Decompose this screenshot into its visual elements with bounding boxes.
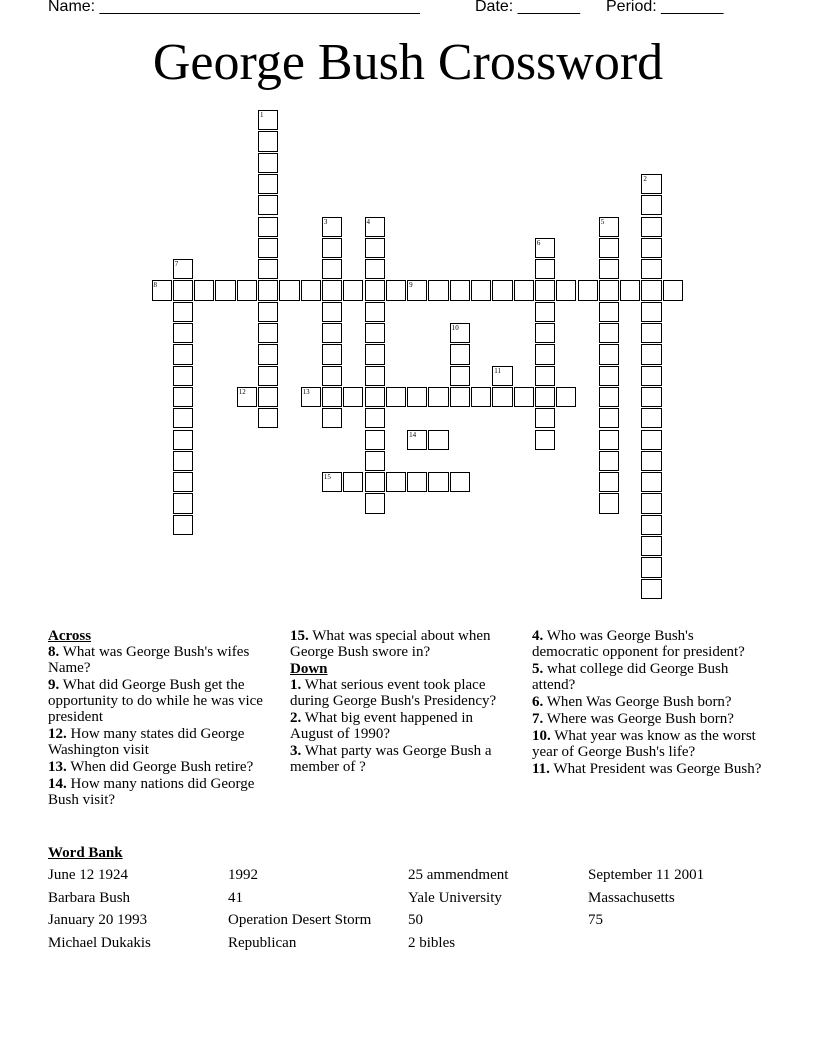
- clue-number: 1.: [290, 677, 302, 693]
- grid-cell[interactable]: [365, 408, 385, 428]
- grid-cell[interactable]: [322, 217, 342, 237]
- clue-number: 5.: [532, 661, 544, 677]
- clue: [290, 743, 515, 775]
- clue-number: 10.: [532, 728, 551, 744]
- word-bank-item: 41: [228, 889, 243, 906]
- grid-cell[interactable]: [258, 174, 278, 194]
- word-bank-item: June 12 1924: [48, 867, 128, 883]
- clue: [48, 776, 273, 808]
- grid-cell[interactable]: [322, 238, 342, 258]
- grid-cell[interactable]: [258, 408, 278, 428]
- clue: [290, 628, 515, 660]
- grid-cell[interactable]: [641, 195, 661, 215]
- clue: [48, 726, 273, 758]
- clue-text: When Was George Bush born?: [543, 694, 732, 710]
- clues-column-2: [290, 628, 515, 776]
- clue-text: How many states did George Washington visit: [48, 726, 245, 758]
- grid-cell[interactable]: [535, 280, 555, 300]
- grid-cell[interactable]: [641, 280, 661, 300]
- word-bank-item: 2 bibles: [408, 935, 456, 952]
- grid-cell[interactable]: [173, 387, 193, 407]
- grid-cell[interactable]: [322, 387, 342, 407]
- grid-cell[interactable]: [471, 280, 491, 300]
- clue: [532, 661, 764, 693]
- clue-text: Where was George Bush born?: [543, 711, 734, 727]
- grid-cell[interactable]: [322, 344, 342, 364]
- clue-number: 9: [409, 281, 413, 290]
- grid-cell[interactable]: [407, 280, 427, 300]
- grid-cell[interactable]: [641, 430, 661, 450]
- grid-cell[interactable]: [641, 323, 661, 343]
- grid-cell[interactable]: [450, 387, 470, 407]
- clue-number: 10: [451, 324, 459, 332]
- clue: [48, 677, 273, 725]
- clue-text: What party was George Bush a member of ?: [290, 743, 492, 775]
- grid-cell[interactable]: [258, 195, 278, 215]
- grid-cell[interactable]: [599, 344, 619, 364]
- grid-cell[interactable]: [641, 238, 661, 258]
- grid-cell[interactable]: [386, 387, 406, 407]
- clue-number: 13: [302, 387, 310, 396]
- clue: [532, 761, 764, 777]
- grid-cell[interactable]: [428, 280, 448, 300]
- clue-text: What was George Bush's wifes Name?: [48, 644, 250, 676]
- clue-number: 1: [260, 111, 264, 119]
- grid-cell[interactable]: [641, 493, 661, 513]
- clue-number: 4: [366, 217, 370, 226]
- grid-cell[interactable]: [535, 430, 555, 450]
- grid-cell[interactable]: [492, 387, 512, 407]
- grid-cell[interactable]: [365, 366, 385, 386]
- grid-cell[interactable]: [450, 472, 470, 492]
- grid-cell[interactable]: [386, 280, 406, 300]
- grid-cell[interactable]: [365, 217, 385, 237]
- grid-cell[interactable]: [663, 280, 683, 300]
- clue-text: When did George Bush retire?: [66, 759, 254, 775]
- clues-column-1: [48, 628, 273, 809]
- clue-text: What big event happened in August of 1990?: [290, 710, 474, 742]
- grid-cell[interactable]: [599, 366, 619, 386]
- grid-cell[interactable]: [599, 472, 619, 492]
- clue: [532, 728, 764, 760]
- grid-cell[interactable]: [173, 366, 193, 386]
- grid-cell[interactable]: [428, 387, 448, 407]
- grid-cell[interactable]: [322, 259, 342, 279]
- grid-cell[interactable]: [407, 387, 427, 407]
- grid-cell[interactable]: [407, 472, 427, 492]
- grid-cell[interactable]: [237, 387, 257, 407]
- grid-cell[interactable]: [641, 387, 661, 407]
- grid-cell[interactable]: [535, 387, 555, 407]
- grid-cell[interactable]: [535, 344, 555, 364]
- clue-number: 5: [600, 217, 605, 226]
- grid-cell[interactable]: [641, 536, 661, 556]
- grid-cell[interactable]: [365, 238, 385, 258]
- grid-cell[interactable]: [279, 280, 299, 300]
- grid-cell[interactable]: [641, 451, 661, 471]
- grid-cell[interactable]: [535, 238, 555, 258]
- grid-cell[interactable]: [599, 238, 619, 258]
- grid-cell[interactable]: [450, 323, 470, 343]
- grid-cell[interactable]: [641, 408, 661, 428]
- grid-cell[interactable]: [258, 344, 278, 364]
- grid-cell[interactable]: [599, 408, 619, 428]
- grid-cell[interactable]: [407, 430, 427, 450]
- clue-number: 9.: [48, 677, 60, 693]
- grid-cell[interactable]: [492, 280, 512, 300]
- grid-cell[interactable]: [641, 344, 661, 364]
- grid-cell[interactable]: [471, 387, 491, 407]
- grid-cell[interactable]: [599, 280, 619, 300]
- grid-cell[interactable]: [535, 366, 555, 386]
- clue-number: 12: [238, 387, 246, 396]
- grid-cell[interactable]: [301, 387, 321, 407]
- grid-cell[interactable]: [258, 131, 278, 151]
- grid-cell[interactable]: [535, 302, 555, 322]
- grid-cell[interactable]: [365, 430, 385, 450]
- clue: [48, 644, 273, 676]
- grid-cell[interactable]: [599, 302, 619, 322]
- clue-number: 6: [536, 238, 541, 247]
- word-bank-item: Yale University: [408, 889, 502, 906]
- grid-cell[interactable]: [641, 302, 661, 322]
- grid-cell[interactable]: [173, 472, 193, 492]
- grid-cell[interactable]: [173, 451, 193, 471]
- clue-number: 6.: [532, 694, 544, 710]
- name-field[interactable]: Name: ____________________________________: [48, 0, 420, 15]
- grid-cell[interactable]: [301, 280, 321, 300]
- word-bank-item: January 20 1993: [48, 912, 148, 929]
- grid-cell[interactable]: [599, 493, 619, 513]
- grid-cell[interactable]: [258, 280, 278, 300]
- grid-cell[interactable]: [620, 280, 640, 300]
- date-field[interactable]: Date: _______: [475, 0, 580, 15]
- clue-number: 2.: [290, 710, 302, 726]
- grid-cell[interactable]: [599, 259, 619, 279]
- clue-number: 3: [323, 217, 328, 226]
- grid-cell[interactable]: [450, 280, 470, 300]
- grid-cell[interactable]: [641, 515, 661, 535]
- grid-cell[interactable]: [365, 302, 385, 322]
- clue-number: 8.: [48, 644, 60, 660]
- word-bank-item: Operation Desert Storm: [228, 912, 372, 929]
- clue-number: 4.: [532, 628, 544, 644]
- grid-cell[interactable]: [599, 451, 619, 471]
- down-heading: Down: [290, 661, 328, 677]
- clue: [48, 759, 273, 775]
- grid-cell[interactable]: [365, 344, 385, 364]
- grid-cell[interactable]: [258, 153, 278, 173]
- grid-cell[interactable]: [322, 302, 342, 322]
- grid-cell[interactable]: [343, 280, 363, 300]
- clue-number: 14: [409, 430, 417, 439]
- clue: [532, 628, 764, 660]
- word-bank-item: Massachusetts: [588, 889, 675, 906]
- clue-text: What year was know as the worst year of George Bush's life?: [532, 728, 756, 760]
- grid-cell[interactable]: [365, 472, 385, 492]
- clue-text: What President was George Bush?: [549, 761, 762, 777]
- clue-number: 11.: [532, 761, 550, 777]
- grid-cell[interactable]: [194, 280, 214, 300]
- word-bank-item: September 11 2001: [588, 867, 705, 883]
- grid-cell[interactable]: [641, 366, 661, 386]
- across-heading: Across: [48, 628, 92, 644]
- grid-cell[interactable]: [173, 430, 193, 450]
- clue-text: What serious event took place during George Bush's Presidency?: [290, 677, 497, 709]
- grid-cell[interactable]: [386, 472, 406, 492]
- word-bank-item: Michael Dukakis: [48, 935, 151, 952]
- word-bank-item: 75: [588, 912, 603, 929]
- word-bank-heading: Word Bank: [48, 845, 123, 861]
- grid-cell[interactable]: [365, 451, 385, 471]
- grid-cell[interactable]: [599, 217, 619, 237]
- grid-cell[interactable]: [322, 280, 342, 300]
- grid-cell[interactable]: [258, 366, 278, 386]
- grid-cell[interactable]: [343, 472, 363, 492]
- grid-cell[interactable]: [258, 259, 278, 279]
- grid-cell[interactable]: [365, 387, 385, 407]
- clue-number: 15: [323, 473, 331, 482]
- word-bank-item: 25 ammendment: [408, 867, 509, 883]
- grid-cell[interactable]: [535, 259, 555, 279]
- grid-cell[interactable]: [514, 280, 534, 300]
- clue-number: 14.: [48, 776, 67, 792]
- grid-cell[interactable]: [428, 430, 448, 450]
- clue-number: 12.: [48, 726, 67, 742]
- clue-number: 7.: [532, 711, 544, 727]
- grid-cell[interactable]: [258, 217, 278, 237]
- grid-cell[interactable]: [365, 259, 385, 279]
- grid-cell[interactable]: [535, 408, 555, 428]
- clue-number: 2: [643, 174, 647, 183]
- grid-cell[interactable]: [343, 387, 363, 407]
- grid-cell[interactable]: [641, 579, 661, 599]
- grid-cell[interactable]: [365, 323, 385, 343]
- grid-cell[interactable]: [322, 408, 342, 428]
- grid-cell[interactable]: [428, 472, 448, 492]
- grid-cell[interactable]: [641, 217, 661, 237]
- clue-number: 3.: [290, 743, 302, 759]
- grid-cell[interactable]: [599, 430, 619, 450]
- grid-cell[interactable]: [599, 387, 619, 407]
- clue: [290, 677, 515, 709]
- grid-cell[interactable]: [641, 472, 661, 492]
- grid-cell[interactable]: [641, 259, 661, 279]
- word-bank-item: Barbara Bush: [48, 889, 131, 906]
- clue-text: what college did George Bush attend?: [532, 661, 729, 693]
- grid-cell[interactable]: [365, 280, 385, 300]
- clue: [532, 694, 764, 710]
- grid-cell[interactable]: [641, 557, 661, 577]
- grid-cell[interactable]: [258, 238, 278, 258]
- word-bank-item: 1992: [228, 867, 258, 883]
- clue-number: 8: [153, 281, 157, 290]
- grid-cell[interactable]: [450, 344, 470, 364]
- grid-cell[interactable]: [173, 515, 193, 535]
- clue-text: What was special about when George Bush swore in?: [290, 628, 491, 660]
- grid-cell[interactable]: [450, 366, 470, 386]
- grid-cell[interactable]: [258, 302, 278, 322]
- grid-cell[interactable]: [322, 366, 342, 386]
- grid-cell[interactable]: [514, 387, 534, 407]
- grid-cell[interactable]: [322, 323, 342, 343]
- clue-text: What did George Bush get the opportunity to do while he was vice president: [48, 677, 263, 725]
- grid-cell[interactable]: [173, 323, 193, 343]
- word-bank-item: Republican: [228, 935, 297, 952]
- grid-cell[interactable]: [322, 472, 342, 492]
- grid-cell[interactable]: [578, 280, 598, 300]
- grid-cell[interactable]: [258, 387, 278, 407]
- grid-cell[interactable]: [152, 280, 172, 300]
- clue-number: 15.: [290, 628, 309, 644]
- grid-cell[interactable]: [173, 302, 193, 322]
- grid-cell[interactable]: [556, 387, 576, 407]
- clue: [290, 710, 515, 742]
- grid-cell[interactable]: [173, 259, 193, 279]
- clue-text: Who was George Bush's democratic opponent for president?: [532, 628, 745, 660]
- grid-cell[interactable]: [535, 323, 555, 343]
- clue-number: 11: [494, 366, 502, 375]
- grid-cell[interactable]: [599, 323, 619, 343]
- grid-cell[interactable]: [173, 493, 193, 513]
- word-bank-item: 50: [408, 912, 423, 929]
- grid-cell[interactable]: [258, 323, 278, 343]
- clue-number: 13.: [48, 759, 67, 775]
- clue-number: 7: [174, 260, 179, 269]
- clues-column-3: [532, 628, 764, 778]
- grid-cell[interactable]: [173, 280, 193, 300]
- grid-cell[interactable]: [237, 280, 257, 300]
- period-field[interactable]: Period: _______: [606, 0, 724, 15]
- grid-cell[interactable]: [641, 174, 661, 194]
- grid-cell[interactable]: [556, 280, 576, 300]
- grid-cell[interactable]: [365, 493, 385, 513]
- grid-cell[interactable]: [173, 408, 193, 428]
- grid-cell[interactable]: [258, 110, 278, 130]
- grid-cell[interactable]: [215, 280, 235, 300]
- grid-cell[interactable]: [173, 344, 193, 364]
- page-title: George Bush Crossword: [152, 34, 664, 91]
- grid-cell[interactable]: [492, 366, 512, 386]
- clue: [532, 711, 764, 727]
- clue-text: How many nations did George Bush visit?: [48, 776, 255, 808]
